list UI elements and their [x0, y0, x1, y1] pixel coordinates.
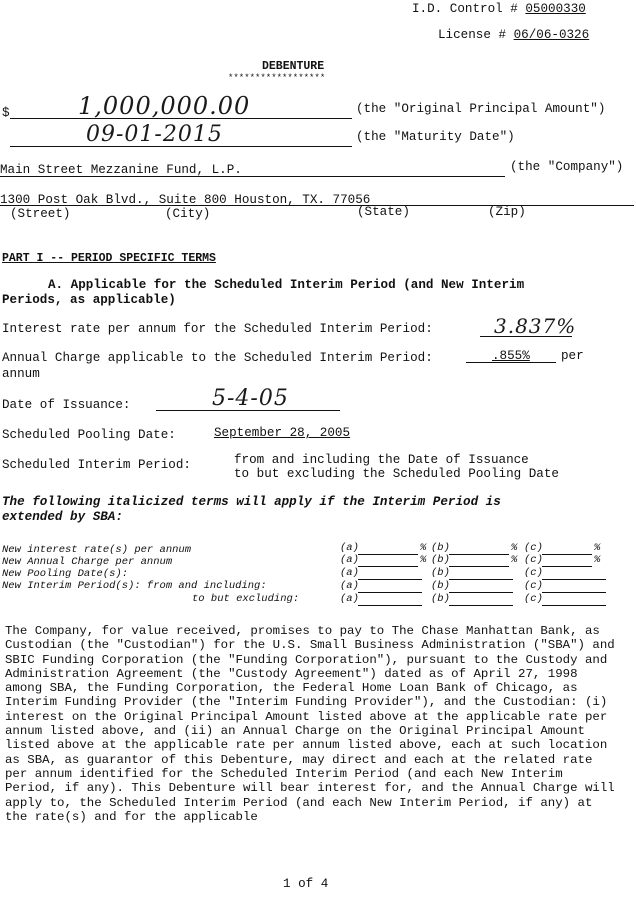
company-line — [0, 176, 505, 177]
maturity-label: (the "Maturity Date") — [356, 130, 515, 144]
row5-col-a: (a) — [340, 593, 359, 605]
interim-period-line2: to but excluding the Scheduled Pooling Date — [234, 467, 559, 481]
interest-rate-value: 3.837% — [494, 314, 577, 338]
address-zip-caption: (Zip) — [488, 205, 526, 219]
extended-line1: The following italicized terms will apply if the Interim Period is — [2, 495, 501, 509]
company-label: (the "Company") — [510, 160, 624, 174]
pooling-date-label: Scheduled Pooling Date: — [2, 428, 176, 442]
row4-col-b: (b) — [431, 580, 450, 592]
row4-col-c: (c) — [524, 580, 543, 592]
row3-col-c: (c) — [524, 567, 543, 579]
annual-charge-per: per — [561, 349, 584, 363]
page-title: DEBENTURE — [262, 60, 325, 73]
principal-label: (the "Original Principal Amount") — [356, 102, 606, 116]
id-control-value: 05000330 — [525, 2, 586, 16]
row1-pct-a: % — [420, 542, 427, 554]
maturity-date: 09-01-2015 — [86, 122, 223, 147]
new-charge-label: New Annual Charge per annum — [2, 556, 173, 568]
annual-charge-line — [466, 362, 556, 363]
id-control-label: I.D. Control # — [412, 2, 518, 16]
new-interim-label: New Interim Period(s): from and including: — [2, 580, 267, 592]
body-paragraph: The Company, for value received, promises to pay to The Chase Manhattan Bank, as Custodian (the "Custodian") for the U.S. Small Business Administration ("SBA") and SBIC Funding Corporation (the "Funding Corporation"), pursuant to the Custody and Administration Agreement (the "Custody Agreement") dated as of April 27, 1998 among SBA, the Funding Corporation, the Federal Home Loan Bank of Chicago, as Interim Funding Provider (the "Interim Funding Provider"), and the Custodian: (i) interest on the Original Principal Amount listed above at the applicable rate per annum listed above, and (ii) an Annual Charge on the Original Principal Amount listed above at the applicable rate per annum listed above, each at such location as SBA, as guarantor of this Debenture, may direct and each at the related rate per annum identified for the Scheduled Interim Period (and each New Interim Period, if any). This Debenture will bear interest for, and the Annual Charge will apply to, the Scheduled Interim Period (and each New Interim Period, if any) at the rate(s) and for the applicable — [5, 624, 615, 824]
row2-pct-a: % — [420, 554, 427, 566]
id-control — [412, 2, 586, 16]
row2-col-b: (b) — [431, 554, 450, 566]
address-line — [0, 205, 634, 206]
interest-rate-label: Interest rate per annum for the Scheduled Interim Period: — [2, 322, 433, 336]
new-rate-label: New interest rate(s) per annum — [2, 544, 192, 556]
issuance-date: 5-4-05 — [212, 386, 289, 411]
row1-pct-b: % — [511, 542, 518, 554]
license-label: License # — [438, 28, 507, 42]
company-name: Main Street Mezzanine Fund, L.P. — [0, 163, 242, 177]
row2-col-a: (a) — [340, 554, 359, 566]
pooling-date-value: September 28, 2005 — [214, 426, 351, 440]
row5-col-b: (b) — [431, 593, 450, 605]
row3-col-b: (b) — [431, 567, 450, 579]
annual-charge-label: Annual Charge applicable to the Scheduled Interim Period: — [2, 351, 433, 365]
address-value: 1300 Post Oak Blvd., Suite 800 Houston, TX. 77056 — [0, 193, 371, 207]
row5-col-c: (c) — [524, 593, 543, 605]
annual-charge-value: .855% — [492, 349, 530, 363]
address-street-caption: (Street) — [10, 207, 71, 221]
currency-symbol: $ — [2, 106, 10, 120]
address-city-caption: (City) — [165, 207, 211, 221]
annual-charge-annum: annum — [2, 367, 40, 381]
issuance-label: Date of Issuance: — [2, 398, 131, 412]
row2-pct-c: % — [594, 554, 601, 566]
section-a-line2: Periods, as applicable) — [2, 293, 176, 307]
title-stars: ****************** — [228, 73, 326, 83]
section-a-line1: A. Applicable for the Scheduled Interim Period (and New Interim — [48, 278, 525, 292]
interim-period-line1: from and including the Date of Issuance — [234, 453, 529, 467]
new-pooling-label: New Pooling Date(s): — [2, 568, 129, 580]
extension-table — [2, 540, 632, 612]
row4-col-a: (a) — [340, 580, 359, 592]
row1-col-b: (b) — [431, 542, 450, 554]
row1-col-c: (c) — [524, 542, 543, 554]
row2-col-c: (c) — [524, 554, 543, 566]
row1-col-a: (a) — [340, 542, 359, 554]
row1-pct-c: % — [594, 542, 601, 554]
address-state-caption: (State) — [357, 205, 410, 219]
license-value: 06/06-0326 — [513, 28, 590, 42]
row3-col-a: (a) — [340, 567, 359, 579]
page-number: 1 of 4 — [283, 877, 329, 891]
interim-period-label: Scheduled Interim Period: — [2, 458, 191, 472]
to-but-excluding-label: to but excluding: — [192, 593, 300, 605]
license — [438, 28, 589, 42]
part1-heading: PART I -- PERIOD SPECIFIC TERMS — [2, 252, 216, 265]
row2-pct-b: % — [511, 554, 518, 566]
principal-amount: 1,000,000.00 — [78, 92, 251, 120]
extended-line2: extended by SBA: — [2, 510, 123, 524]
